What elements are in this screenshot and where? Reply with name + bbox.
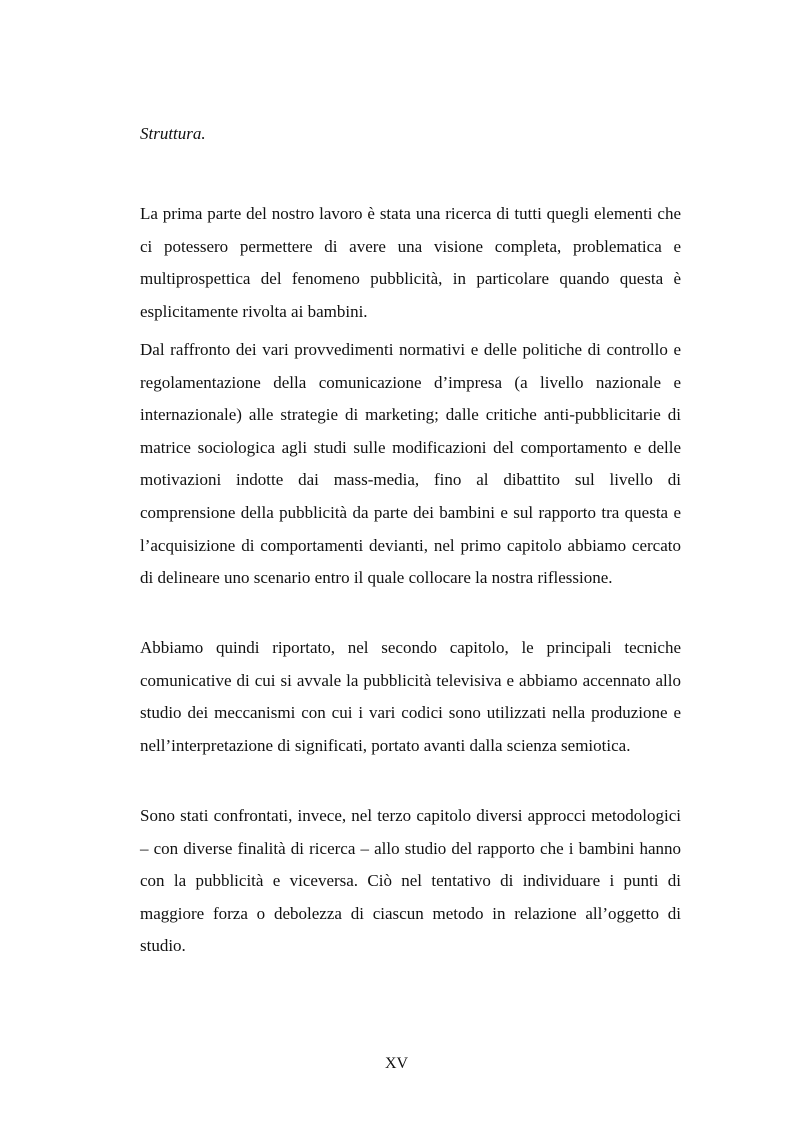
paragraph: La prima parte del nostro lavoro è stata una ricerca di tutti quegli elementi che ci potessero permettere di avere una visione completa, problematica e multiprospettica del fenomeno pubblicità, in particolare quando questa è esplicitamente rivolta ai bambini. [140,204,681,321]
section-heading: Struttura. [140,124,206,143]
paragraph: Dal raffronto dei vari provvedimenti normativi e delle politiche di controllo e regolamentazione della comunicazione d’impresa (a livello nazionale e internazionale) alle strategie di marketing; dalle critiche anti-pubblicitarie di matrice sociologica agli studi sulle modificazioni del comportamento e delle motivazioni indotte dai mass-media, fino al dibattito sul livello di comprensione della pubblicità da parte dei bambini e sul rapporto tra questa e l’acquisizione di comportamenti devianti, nel primo capitolo abbiamo cercato di delineare uno scenario entro il quale collocare la nostra riflessione. [140,340,681,588]
paragraph: Abbiamo quindi riportato, nel secondo capitolo, le principali tecniche comunicative di cui si avvale la pubblicità televisiva e abbiamo accennato allo studio dei meccanismi con cui i vari codici sono utilizzati nella produzione e nell’interpretazione di significati, portato avanti dalla scienza semiotica. [140,638,681,755]
paragraph: Sono stati confrontati, invece, nel terzo capitolo diversi approcci metodologici – con diverse finalità di ricerca – allo studio del rapporto che i bambini hanno con la pubblicità e viceversa. Ciò nel tentativo di individuare i punti di maggiore forza o debolezza di ciascun metodo in relazione all’oggetto di studio. [140,806,681,956]
page-number: XV [384,1055,409,1072]
